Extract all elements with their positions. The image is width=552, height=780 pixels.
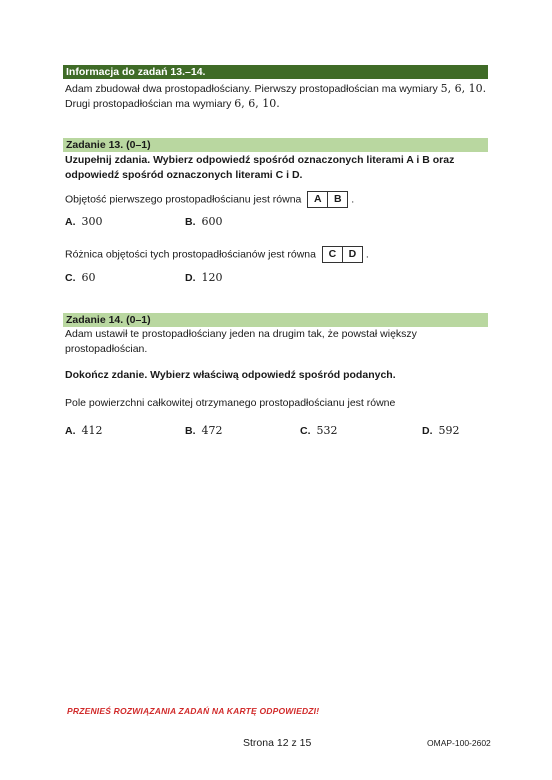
option-value: 60 [81, 271, 96, 284]
option-letter: C. [65, 272, 76, 284]
task13-instruction-line-2: odpowiedź spośród oznaczonych literami C i D. [65, 169, 303, 181]
task13-option-c[interactable] [65, 271, 96, 285]
task13-sentence-2-text: Różnica objętości tych prostopadłościanów jest równa [65, 248, 316, 261]
choice-b[interactable]: B [327, 192, 347, 207]
choice-d[interactable]: D [342, 247, 362, 262]
task13-option-b[interactable] [185, 215, 223, 229]
option-value: 412 [81, 424, 103, 437]
option-value: 592 [438, 424, 460, 437]
task13-sentence-1-period: . [351, 193, 355, 206]
option-letter: D. [422, 425, 433, 437]
task14-option-a[interactable] [65, 424, 103, 438]
task13-sentence-1 [65, 191, 354, 208]
task13-sentence-2 [65, 246, 369, 263]
task14-option-b[interactable] [185, 424, 223, 438]
info-line-2-text: Drugi prostopadłościan ma wymiary [65, 98, 232, 110]
option-letter: B. [185, 216, 196, 228]
task14-option-c[interactable] [300, 424, 338, 438]
task14-instruction: Dokończ zdanie. Wybierz właściwą odpowiedź spośród podanych. [65, 369, 396, 381]
choice-c[interactable]: C [328, 248, 337, 260]
task13-choice-box-ab[interactable] [307, 191, 348, 208]
option-letter: B. [185, 425, 196, 437]
task13-sentence-1-text: Objętość pierwszego prostopadłościanu jest równa [65, 193, 302, 206]
task13-option-a[interactable] [65, 215, 103, 229]
transfer-answers-note: PRZENIEŚ ROZWIĄZANIA ZADAŃ NA KARTĘ ODPOWIEDZI! [67, 706, 320, 716]
option-value: 300 [81, 215, 103, 228]
option-value: 472 [201, 424, 223, 437]
option-letter: A. [65, 425, 76, 437]
task13-choice-box-cd[interactable] [322, 246, 363, 263]
info-line-1-math: 5, 6, 10. [440, 82, 487, 95]
task14-header: Zadanie 14. (0–1) [63, 313, 488, 327]
option-value: 532 [316, 424, 338, 437]
task13-instruction-line-1: Uzupełnij zdania. Wybierz odpowiedź spośród oznaczonych literami A i B oraz [65, 154, 455, 166]
info-line-1-text: Adam zbudował dwa prostopadłościany. Pierwszy prostopadłościan ma wymiary [65, 83, 438, 95]
option-letter: A. [65, 216, 76, 228]
info-line-2 [65, 96, 280, 112]
choice-a[interactable]: A [314, 193, 322, 205]
exam-code: OMAP-100-2602 [427, 738, 491, 748]
task13-header: Zadanie 13. (0–1) [63, 138, 488, 152]
page-number: Strona 12 z 15 [243, 737, 312, 749]
info-header: Informacja do zadań 13.–14. [63, 65, 488, 79]
info-line-2-math: 6, 6, 10. [234, 97, 280, 110]
option-value: 120 [201, 271, 223, 284]
task14-option-d[interactable] [422, 424, 460, 438]
task14-text-line-2: prostopadłościan. [65, 343, 148, 355]
option-value: 600 [201, 215, 223, 228]
task14-text-line-1: Adam ustawił te prostopadłościany jeden na drugim tak, że powstał większy [65, 328, 417, 340]
info-line-1 [65, 81, 486, 97]
task13-sentence-2-period: . [365, 248, 369, 261]
option-letter: D. [185, 272, 196, 284]
task13-option-d[interactable] [185, 271, 223, 285]
task14-question: Pole powierzchni całkowitej otrzymanego prostopadłościanu jest równe [65, 397, 396, 409]
option-letter: C. [300, 425, 311, 437]
